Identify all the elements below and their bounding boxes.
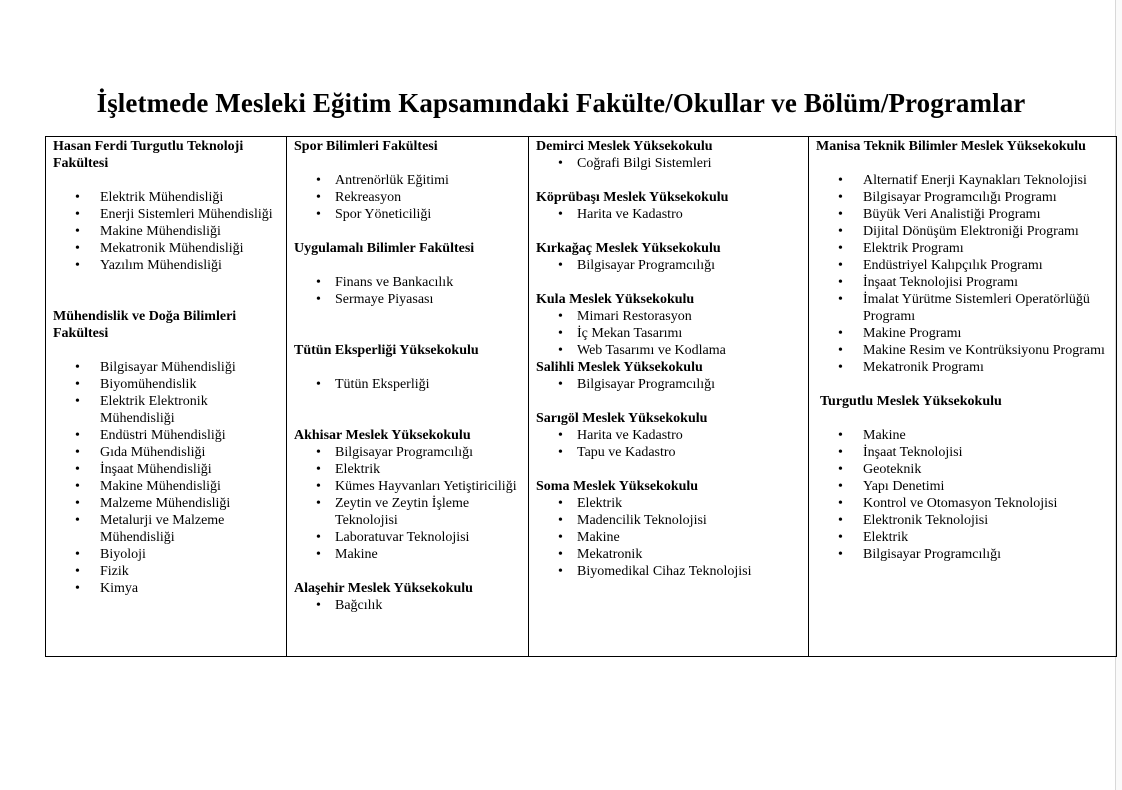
- list-item: • Makine Mühendisliği: [53, 478, 279, 495]
- list-item: • İnşaat Mühendisliği: [53, 461, 279, 478]
- list-item: • Metalurji ve Malzeme Mühendisliği: [53, 512, 279, 546]
- program-list: [536, 495, 801, 580]
- list-item: • Mekatronik Mühendisliği: [53, 240, 279, 257]
- list-item: • Zeytin ve Zeytin İşleme Teknolojisi: [294, 495, 521, 529]
- program-list: [294, 444, 521, 563]
- programs-table: [45, 136, 1117, 657]
- list-item: • Biyoloji: [53, 546, 279, 563]
- list-item: • Harita ve Kadastro: [536, 206, 801, 223]
- program-list: [294, 376, 521, 393]
- section-title: Turgutlu Meslek Yüksekokulu: [820, 394, 1002, 409]
- program-list: [536, 257, 801, 274]
- list-item: • Makine: [816, 427, 1109, 444]
- list-item: • Elektrik Elektronik Mühendisliği: [53, 393, 279, 427]
- section-title: Akhisar Meslek Yüksekokulu: [294, 428, 471, 443]
- section-title: Mühendislik ve Doğa Bilimleri Fakültesi: [53, 309, 237, 341]
- list-item: • Tütün Eksperliği: [294, 376, 521, 393]
- list-item: • Kontrol ve Otomasyon Teknolojisi: [816, 495, 1109, 512]
- list-item: • Finans ve Bankacılık: [294, 274, 521, 291]
- section-title: Sarıgöl Meslek Yüksekokulu: [536, 411, 708, 426]
- program-list: [536, 308, 801, 359]
- list-item: • Geoteknik: [816, 461, 1109, 478]
- section-title: Hasan Ferdi Turgutlu Teknoloji Fakültesi: [53, 139, 244, 171]
- list-item: • Bilgisayar Programcılığı: [536, 376, 801, 393]
- section-title: Salihli Meslek Yüksekokulu: [536, 360, 703, 375]
- list-item: • Biyomedikal Cihaz Teknolojisi: [536, 563, 801, 580]
- list-item: • Yapı Denetimi: [816, 478, 1109, 495]
- column-3: [529, 137, 809, 657]
- program-list: [536, 427, 801, 461]
- section-title: Kula Meslek Yüksekokulu: [536, 292, 695, 307]
- list-item: • İmalat Yürütme Sistemleri Operatörlüğü Programı: [816, 291, 1109, 325]
- section-title: Demirci Meslek Yüksekokulu: [536, 139, 713, 154]
- list-item: • Elektrik Programı: [816, 240, 1109, 257]
- program-list: [816, 427, 1109, 563]
- list-item: • Antrenörlük Eğitimi: [294, 172, 521, 189]
- list-item: • Endüstriyel Kalıpçılık Programı: [816, 257, 1109, 274]
- list-item: • Makine: [294, 546, 521, 563]
- list-item: • Laboratuvar Teknolojisi: [294, 529, 521, 546]
- list-item: • Bilgisayar Programcılığı: [294, 444, 521, 461]
- program-list: [294, 597, 521, 614]
- section-title: Tütün Eksperliği Yüksekokulu: [294, 343, 479, 358]
- section-title: Manisa Teknik Bilimler Meslek Yüksekokulu: [816, 139, 1086, 154]
- list-item: • Makine: [536, 529, 801, 546]
- list-item: • Elektrik Mühendisliği: [53, 189, 279, 206]
- list-item: • Elektrik: [536, 495, 801, 512]
- program-list: [536, 155, 801, 172]
- section-title: Alaşehir Meslek Yüksekokulu: [294, 581, 473, 596]
- section-title: Soma Meslek Yüksekokulu: [536, 479, 699, 494]
- list-item: • Spor Yöneticiliği: [294, 206, 521, 223]
- list-item: • Elektrik: [816, 529, 1109, 546]
- column-2: [287, 137, 529, 657]
- list-item: • Alternatif Enerji Kaynakları Teknolojisi: [816, 172, 1109, 189]
- program-list: [536, 206, 801, 223]
- list-item: • Malzeme Mühendisliği: [53, 495, 279, 512]
- program-list: [53, 189, 279, 274]
- list-item: • Kimya: [53, 580, 279, 597]
- list-item: • Yazılım Mühendisliği: [53, 257, 279, 274]
- list-item: • Makine Resim ve Kontrüksiyonu Programı: [816, 342, 1109, 359]
- list-item: • Web Tasarımı ve Kodlama: [536, 342, 801, 359]
- list-item: • Biyomühendislik: [53, 376, 279, 393]
- list-item: • Madencilik Teknolojisi: [536, 512, 801, 529]
- list-item: • İç Mekan Tasarımı: [536, 325, 801, 342]
- section-title: Kırkağaç Meslek Yüksekokulu: [536, 241, 721, 256]
- list-item: • Rekreasyon: [294, 189, 521, 206]
- list-item: • Bilgisayar Programcılığı: [816, 546, 1109, 563]
- list-item: • Bilgisayar Programcılığı Programı: [816, 189, 1109, 206]
- list-item: • Endüstri Mühendisliği: [53, 427, 279, 444]
- program-list: [816, 172, 1109, 376]
- list-item: • Mekatronik: [536, 546, 801, 563]
- list-item: • Kümes Hayvanları Yetiştiriciliği: [294, 478, 521, 495]
- program-list: [294, 274, 521, 308]
- list-item: • Tapu ve Kadastro: [536, 444, 801, 461]
- section-title: Uygulamalı Bilimler Fakültesi: [294, 241, 475, 256]
- page-title: İşletmede Mesleki Eğitim Kapsamındaki Fakülte/Okullar ve Bölüm/Programlar: [96, 88, 1026, 118]
- list-item: • Makine Mühendisliği: [53, 223, 279, 240]
- list-item: • Büyük Veri Analistiği Programı: [816, 206, 1109, 223]
- section-title: Köprübaşı Meslek Yüksekokulu: [536, 190, 729, 205]
- list-item: • İnşaat Teknolojisi: [816, 444, 1109, 461]
- list-item: • Coğrafi Bilgi Sistemleri: [536, 155, 801, 172]
- list-item: • Fizik: [53, 563, 279, 580]
- list-item: • Elektronik Teknolojisi: [816, 512, 1109, 529]
- list-item: • İnşaat Teknolojisi Programı: [816, 274, 1109, 291]
- list-item: • Makine Programı: [816, 325, 1109, 342]
- list-item: • Enerji Sistemleri Mühendisliği: [53, 206, 279, 223]
- program-list: [536, 376, 801, 393]
- list-item: • Dijital Dönüşüm Elektroniği Programı: [816, 223, 1109, 240]
- list-item: • Mekatronik Programı: [816, 359, 1109, 376]
- column-1: [46, 137, 287, 657]
- list-item: • Mimari Restorasyon: [536, 308, 801, 325]
- list-item: • Sermaye Piyasası: [294, 291, 521, 308]
- column-4: [809, 137, 1117, 657]
- section-title: Spor Bilimleri Fakültesi: [294, 139, 438, 154]
- list-item: • Bağcılık: [294, 597, 521, 614]
- list-item: • Harita ve Kadastro: [536, 427, 801, 444]
- list-item: • Bilgisayar Mühendisliği: [53, 359, 279, 376]
- program-list: [53, 359, 279, 597]
- list-item: • Bilgisayar Programcılığı: [536, 257, 801, 274]
- list-item: • Gıda Mühendisliği: [53, 444, 279, 461]
- program-list: [294, 172, 521, 223]
- list-item: • Elektrik: [294, 461, 521, 478]
